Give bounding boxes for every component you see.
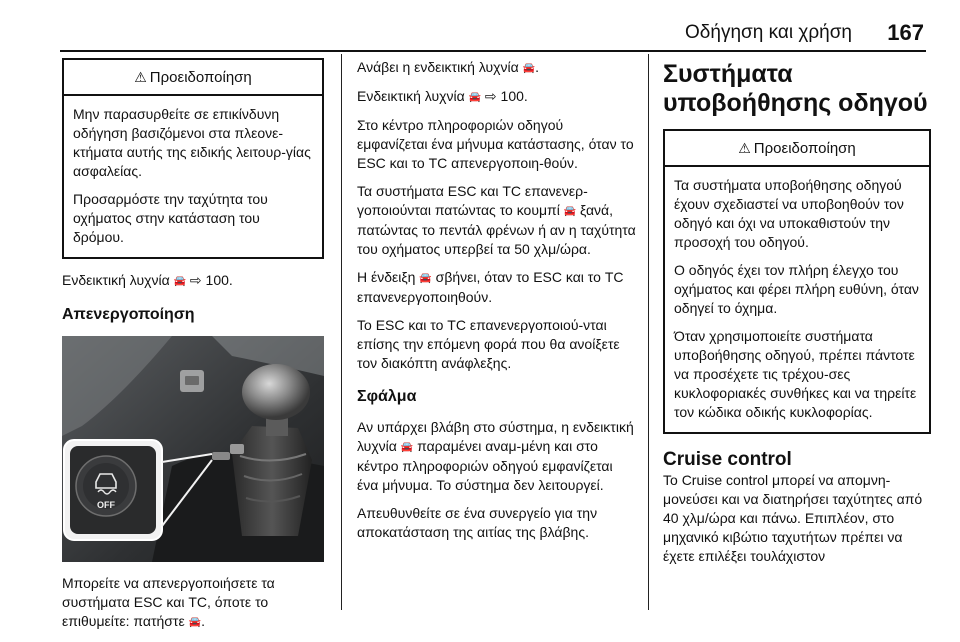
- warning-triangle-icon: ⚠: [738, 139, 751, 156]
- warning-paragraph: Όταν χρησιμοποιείτε συστήματα υποβοήθησης οδηγού, πρέπει πάντοτε να προσέχετε τις τρέχου-σες κυκλοφοριακές συνθήκες και να τηρείτε τον κώδικα οδικής κυκλοφορίας.: [674, 328, 917, 420]
- paragraph: Η ένδειξη 🚘 σβήνει, όταν το ESC και το TC επανενεργοποιηθούν.: [357, 269, 624, 305]
- warning-paragraph: Τα συστήματα υποβοήθησης οδηγού έχουν σχεδιαστεί να υποβοηθούν τον οδηγό και όχι να υποκαθιστούν την προσοχή του οδηγού.: [674, 177, 904, 250]
- section-title-driver-assistance: Συστήματα υποβοήθησης οδηγού: [663, 60, 928, 117]
- warning-box-header: [64, 60, 322, 96]
- esc-off-car-icon: 🚘: [563, 206, 577, 217]
- section-heading-fault: Σφάλμα: [357, 388, 417, 405]
- section-heading-deactivation: Απενεργοποίηση: [62, 306, 195, 323]
- paragraph: Τα συστήματα ESC και TC επανενερ-γοποιούνται πατώντας το κουμπί 🚘 ξανά, πατώντας το πεντάλ φρένων ή αν η ταχύτητα του οχήματος υπερβεί τα 50 χλμ/ώρα.: [357, 183, 636, 257]
- warning-paragraph: Προσαρμόστε την ταχύτητα του οχήματος στην κατάσταση του δρόμου.: [73, 191, 268, 245]
- paragraph: Ανάβει η ενδεικτική λυχνία 🚘.: [357, 58, 637, 78]
- warning-box: [663, 129, 931, 434]
- warning-box-header: [665, 131, 929, 167]
- esc-car-icon: 🚘: [400, 442, 414, 453]
- header-rule: [60, 50, 926, 52]
- esc-off-car-icon: 🚘: [188, 617, 202, 628]
- paragraph: Το Cruise control μπορεί να απομνη-μονεύσει και να διατηρήσει ταχύτητες από 40 χλμ/ώρα και πάνω. Επιπλέον, στο μηχανικό κιβώτιο ταχυτήτων πρέπει να έχετε επιλέξει τουλάχιστον: [663, 472, 923, 564]
- warning-paragraph: Ο οδηγός έχει τον πλήρη έλεγχο του οχήματος και φέρει πλήρη ευθύνη, όταν οδηγεί το όχημα.: [674, 262, 919, 316]
- paragraph: Το ESC και το TC επανενεργοποιού-νται επίσης την επόμενη φορά που θα ανοίξετε τον διακόπτη ανάφλεξης.: [357, 317, 620, 371]
- column-2: [357, 58, 637, 551]
- page-reference-arrow-icon: ⇨: [189, 272, 202, 288]
- esc-off-car-icon: 🚘: [468, 92, 482, 103]
- warning-title: Προειδοποίηση: [753, 139, 856, 157]
- indicator-paragraph: Ενδεικτική λυχνία 🚘 ⇨ 100.: [62, 271, 324, 291]
- section-heading-cruise-control: Cruise control: [663, 449, 792, 470]
- deactivation-paragraph: Μπορείτε να απενεργοποιήσετε τα συστήματα ESC και TC, όποτε το επιθυμείτε: πατήστε 🚘.: [62, 574, 324, 632]
- paragraph: Απευθυνθείτε σε ένα συνεργείο για την αποκατάσταση της αιτίας της βλάβης.: [357, 505, 598, 540]
- column-3: [663, 58, 931, 575]
- esc-button-console-photo: [62, 336, 324, 562]
- warning-title: Προειδοποίηση: [149, 68, 252, 86]
- column-1: [62, 58, 324, 641]
- esc-off-car-icon: 🚘: [419, 273, 432, 284]
- paragraph: Αν υπάρχει βλάβη στο σύστημα, η ενδεικτική λυχνία 🚘 παραμένει αναμ-μένη και στο κέντρο πληροφοριών οδηγού εμφανίζεται ένα μήνυμα. Το σύστημα δεν λειτουργεί.: [357, 419, 634, 493]
- page-reference-arrow-icon: ⇨: [484, 88, 497, 104]
- warning-triangle-icon: ⚠: [134, 68, 147, 85]
- warning-body: [665, 167, 929, 432]
- warning-box: [62, 58, 324, 259]
- off-label: OFF: [97, 500, 115, 510]
- paragraph: Στο κέντρο πληροφοριών οδηγού εμφανίζεται ένα μήνυμα κατάστασης, όταν το ESC και το TC απενεργοποιη-θούν.: [357, 117, 634, 171]
- warning-body: [64, 96, 322, 257]
- page-number: 167: [887, 20, 924, 45]
- esc-off-car-icon: 🚘: [522, 63, 536, 74]
- column-divider-1: [341, 54, 342, 610]
- paragraph: Ενδεικτική λυχνία 🚘 ⇨ 100.: [357, 87, 637, 107]
- warning-paragraph: Μην παρασυρθείτε σε επικίνδυνη οδήγηση βασιζόμενοι στα πλεονε-κτήματα αυτής της ειδικής λειτουρ-γίας ασφαλείας.: [73, 106, 311, 179]
- column-divider-2: [648, 54, 649, 610]
- running-header-title: Οδήγηση και χρήση: [685, 22, 852, 43]
- esc-off-car-icon: 🚘: [173, 276, 187, 287]
